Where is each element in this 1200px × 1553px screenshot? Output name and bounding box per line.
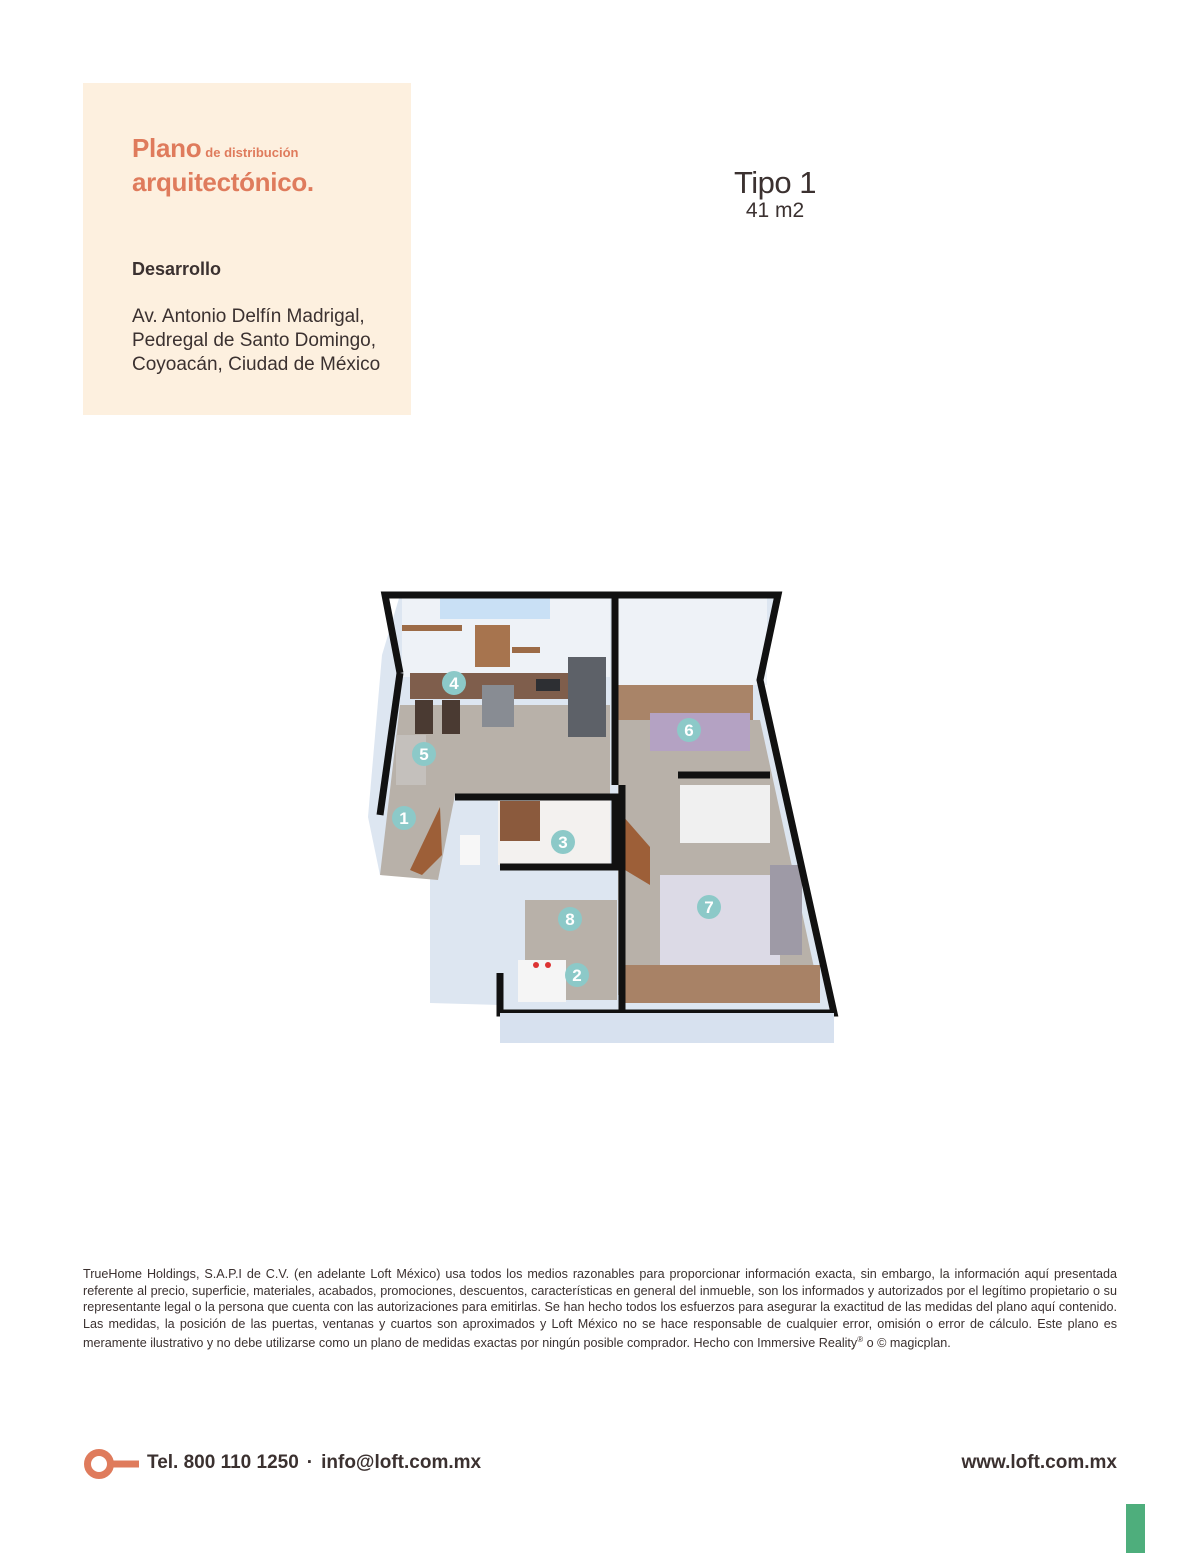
trademark-symbol: ® — [857, 1335, 864, 1344]
kitchen-window — [440, 597, 550, 619]
title-subtitle: de distribución — [205, 145, 299, 160]
info-box — [83, 83, 411, 415]
marker-label: 7 — [704, 898, 714, 917]
bedroom-window-wall — [617, 597, 767, 685]
marker-1 — [392, 806, 416, 830]
bathroom-vanity — [500, 801, 540, 841]
marker-4 — [442, 671, 466, 695]
wardrobe — [622, 965, 820, 1003]
shelf-unit — [475, 625, 510, 667]
unit-area: 41 m2 — [745, 199, 805, 222]
bed-large — [660, 875, 780, 965]
plan-base — [500, 1013, 834, 1043]
shelf — [402, 625, 462, 631]
stool — [415, 700, 433, 734]
unit-type — [700, 165, 850, 223]
website-link[interactable]: www.loft.com.mx — [961, 1452, 1117, 1473]
phone-link[interactable]: Tel. 800 110 1250 — [147, 1452, 299, 1473]
laundry-knob — [545, 962, 551, 968]
unit-type-name: Tipo 1 — [733, 165, 816, 200]
fridge — [568, 657, 606, 737]
toilet — [460, 835, 480, 865]
marker-2 — [565, 963, 589, 987]
legal-disclaimer — [83, 1266, 1117, 1352]
marker-5 — [412, 742, 436, 766]
address — [132, 305, 380, 377]
development-label: Desarrollo — [132, 259, 222, 279]
marker-7 — [697, 895, 721, 919]
laundry-knob — [533, 962, 539, 968]
laundry — [518, 960, 566, 1002]
footer-separator: · — [306, 1452, 314, 1473]
logo-ring — [88, 1453, 111, 1476]
marker-label: 3 — [558, 833, 568, 852]
address-line: Av. Antonio Delfín Madrigal, — [132, 306, 365, 327]
marker-8 — [558, 907, 582, 931]
marker-label: 5 — [419, 745, 429, 764]
marker-label: 8 — [565, 910, 575, 929]
marker-label: 2 — [572, 966, 582, 985]
page-tab — [1126, 1504, 1145, 1553]
title-plano: Plano — [132, 133, 202, 163]
address-line: Pedregal de Santo Domingo, — [132, 330, 376, 351]
floor-plan — [360, 585, 850, 1055]
stool — [442, 700, 460, 734]
address-line: Coyoacán, Ciudad de México — [132, 354, 381, 375]
desk — [680, 785, 770, 843]
stove — [482, 685, 514, 727]
disclaimer-text-end: o © magicplan. — [863, 1336, 951, 1351]
email-link[interactable]: info@loft.com.mx — [321, 1452, 482, 1473]
marker-6 — [677, 718, 701, 742]
logo-bar — [109, 1461, 139, 1468]
disclaimer-text: TrueHome Holdings, S.A.P.I de C.V. (en adelante Loft México) usa todos los medios razonables para proporcionar información exacta, sin embargo, la información aquí presentada referente al precio, superficie, materiales, acabados, promociones, descuentos, características en general del inmueble, son los informados y autorizados por el legítimo propietario o su representante legal o la persona que cuenta con las autorizaciones para emitirlas. Se han hecho todos los esfuerzos para asegurar la exactitud de las medidas del plano aquí contenido. Las medidas, la posición de las puertas, ventanas y cuartos son aproximados y Loft México no se hace responsable de cualquier error, omisión o error de cálculo. Este plano es meramente ilustrativo y no debe utilizarse como un plano de medidas exactas por ningún posible comprador. Hecho con Immersive Reality — [83, 1267, 1117, 1351]
loft-key-logo — [83, 1448, 141, 1480]
marker-label: 6 — [684, 721, 694, 740]
cooktop — [536, 679, 560, 691]
page-title — [132, 133, 298, 164]
title-arquitectonico: arquitectónico. — [132, 167, 314, 197]
bed-headboard — [770, 865, 802, 955]
marker-label: 1 — [399, 809, 409, 828]
footer-contact — [147, 1452, 481, 1474]
marker-label: 4 — [449, 674, 459, 693]
shelf — [512, 647, 540, 653]
marker-3 — [551, 830, 575, 854]
